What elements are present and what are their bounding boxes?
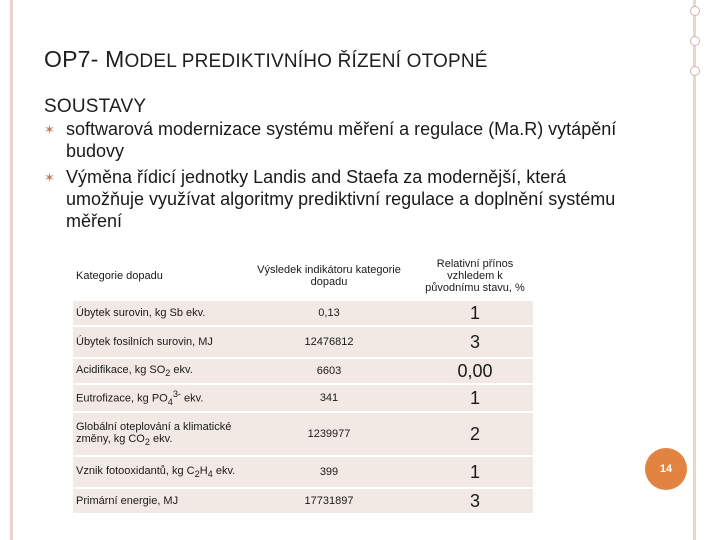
cell-benefit: 3: [417, 326, 533, 358]
cell-category: Eutrofizace, kg $PO_4^{3-}$ ekv.: [73, 384, 241, 412]
header-category: Kategorie dopadu: [73, 252, 241, 300]
title-line1-rest: ODEL PREDIKTIVNÍHO ŘÍZENÍ OTOPNÉ: [124, 51, 488, 72]
cell-category: Vznik fotooxidantů, kg $C_2H_4$ ekv.: [73, 456, 241, 488]
cell-benefit: 1: [417, 300, 533, 326]
ring-icon: [690, 36, 700, 46]
table-row: [73, 326, 533, 358]
table-header-row: [73, 252, 533, 300]
cell-benefit: 0,00: [417, 358, 533, 384]
table-row: [73, 412, 533, 456]
page-number-badge: 14: [645, 448, 687, 490]
bullet-item: [44, 166, 644, 232]
ring-icon: [690, 66, 700, 76]
header-benefit: Relativní přínos vzhledem k původnímu stavu, %: [417, 252, 533, 300]
ring-icon: [690, 6, 700, 16]
left-frame-line: [10, 0, 13, 540]
cell-category: Acidifikace, kg $SO_2$ ekv.: [73, 358, 241, 384]
table-row: [73, 488, 533, 514]
bullet-icon: ✶: [44, 122, 55, 137]
title-line2: SOUSTAVY: [44, 96, 147, 117]
table-row: [73, 456, 533, 488]
cell-value: 341: [241, 384, 417, 412]
cell-value: 0,13: [241, 300, 417, 326]
cell-benefit: 2: [417, 412, 533, 456]
cell-benefit: 1: [417, 456, 533, 488]
cell-value: 17731897: [241, 488, 417, 514]
cell-category: Primární energie, MJ: [73, 488, 241, 514]
bullet-text: softwarová modernizace systému měření a regulace (Ma.R) vytápění budovy: [66, 119, 617, 161]
cell-benefit: 3: [417, 488, 533, 514]
title-prefix: OP7- M: [44, 46, 125, 72]
bullet-item: [44, 118, 644, 162]
table-row: [73, 384, 533, 412]
cell-category: Úbytek fosilních surovin, MJ: [73, 326, 241, 358]
header-indicator: Výsledek indikátoru kategorie dopadu: [241, 252, 417, 300]
slide-title: [44, 38, 664, 128]
cell-category: Úbytek surovin, kg Sb ekv.: [73, 300, 241, 326]
cell-value: 12476812: [241, 326, 417, 358]
cell-category: Globální oteplování a klimatické změny, kg $CO_2$ ekv.: [73, 412, 241, 456]
bullet-icon: ✶: [44, 170, 55, 185]
bullet-list: [44, 118, 644, 236]
cell-benefit: 1: [417, 384, 533, 412]
cell-value: 1239977: [241, 412, 417, 456]
cell-value: 399: [241, 456, 417, 488]
table-row: [73, 300, 533, 326]
table-row: [73, 358, 533, 384]
cell-value: 6603: [241, 358, 417, 384]
impact-table: [73, 252, 533, 515]
right-frame-line: [693, 0, 696, 540]
bullet-text: Výměna řídicí jednotky Landis and Staefa za modernější, která umožňuje využívat algoritmy prediktivní regulace a doplnění systému měření: [66, 167, 616, 231]
